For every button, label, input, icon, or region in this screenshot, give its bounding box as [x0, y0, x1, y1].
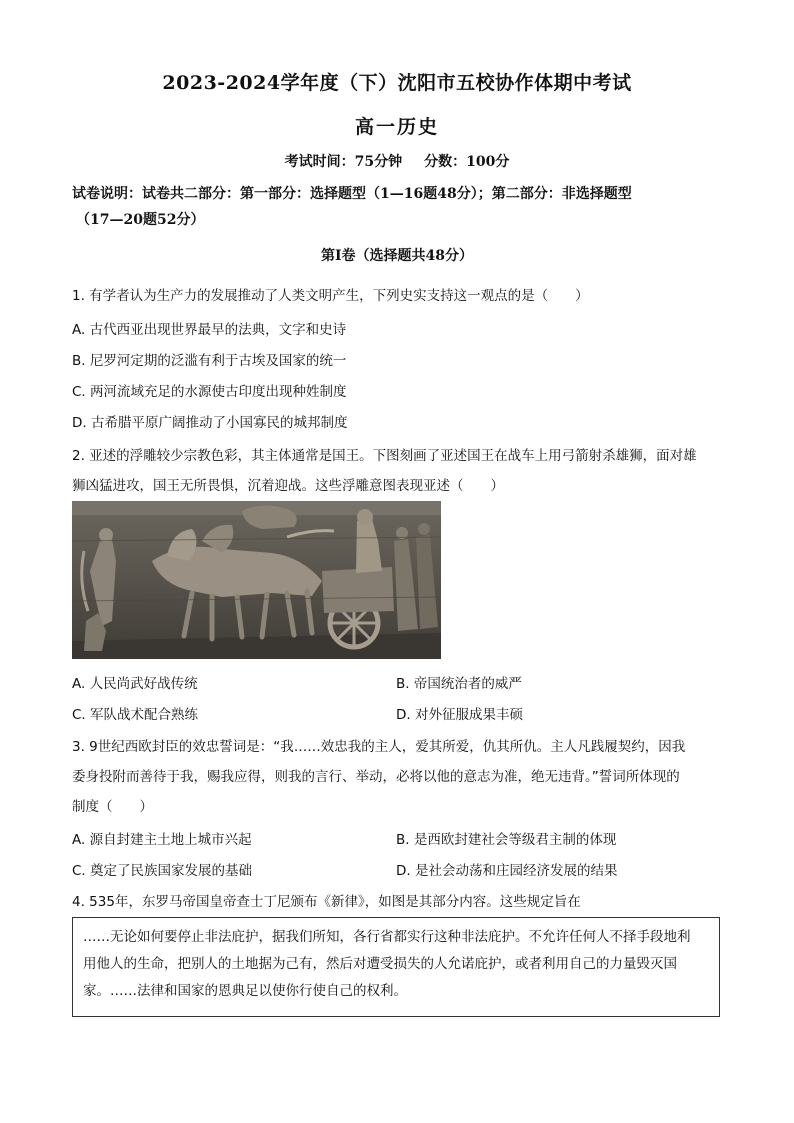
question-2-option-a[interactable]: A. 人民尚武好战传统: [72, 676, 198, 692]
instructions-line-2: （17—20题52分）: [76, 212, 205, 228]
question-1-option-c[interactable]: C. 两河流域充足的水源使古印度出现种姓制度: [72, 384, 347, 400]
question-4-quote-box: [72, 917, 720, 1017]
question-2-stem-line-1: 2. 亚述的浮雕较少宗教色彩，其主体通常是国王。下图刻画了亚述国王在战车上用弓箭射杀雄狮，面对雄: [72, 448, 697, 464]
question-1-option-b[interactable]: B. 尼罗河定期的泛滥有利于古埃及国家的统一: [72, 353, 347, 369]
exam-score: 分数：100分: [424, 154, 510, 170]
exam-title: 2023-2024学年度（下）沈阳市五校协作体期中考试: [162, 72, 632, 94]
exam-meta: [0, 151, 794, 171]
question-1-option-a[interactable]: A. 古代西亚出现世界最早的法典，文字和史诗: [72, 322, 347, 338]
question-1-stem: 1. 有学者认为生产力的发展推动了人类文明产生，下列史实支持这一观点的是（ ）: [72, 288, 589, 304]
assyrian-relief-image: [72, 501, 441, 659]
question-2-option-c[interactable]: C. 军队战术配合熟练: [72, 707, 199, 723]
quote-line-1: ……无论如何要停止非法庇护，据我们所知，各行省都实行这种非法庇护。不允许任何人不择手段地利: [83, 929, 691, 945]
question-1-option-d[interactable]: D. 古希腊平原广阔推动了小国寡民的城邦制度: [72, 415, 348, 431]
question-3-option-b[interactable]: B. 是西欧封建社会等级君主制的体现: [396, 832, 617, 848]
question-2-stem-line-2: 狮凶猛进攻，国王无所畏惧，沉着迎战。这些浮雕意图表现亚述（ ）: [72, 478, 504, 494]
subject-title: 高一历史: [354, 116, 439, 138]
question-3-stem-line-1: 3. 9世纪西欧封臣的效忠誓词是：“我……效忠我的主人，爱其所爱，仇其所仇。主人凡践履契约，因我: [72, 739, 686, 755]
question-4-stem: 4. 535年，东罗马帝国皇帝查士丁尼颁布《新律》，如图是其部分内容。这些规定旨在: [72, 894, 581, 910]
question-3-stem-line-3: 制度（ ）: [72, 799, 153, 815]
exam-instructions: [72, 181, 732, 233]
quote-line-2: 用他人的生命，把别人的土地据为己有，然后对遭受损失的人允诺庇护，或者利用自己的力量毁灭国: [83, 956, 677, 972]
section-heading: 第Ⅰ卷（选择题共48分）: [320, 248, 474, 264]
question-2-option-d[interactable]: D. 对外征服成果丰硕: [396, 707, 523, 723]
question-3-option-a[interactable]: A. 源自封建主土地上城市兴起: [72, 832, 252, 848]
question-3-option-c[interactable]: C. 奠定了民族国家发展的基础: [72, 863, 253, 879]
question-3-option-d[interactable]: D. 是社会动荡和庄园经济发展的结果: [396, 863, 618, 879]
instructions-line-1: 试卷说明：试卷共二部分：第一部分：选择题型（1—16题48分）；第二部分：非选择题型: [72, 186, 632, 202]
question-3-stem-line-2: 委身投附而善待于我，赐我应得，则我的言行、举动，必将以他的意志为准，绝无违背。”誓词所体现的: [72, 769, 680, 785]
quote-line-3: 家。……法律和国家的恩典足以使你行使自己的权利。: [83, 983, 407, 999]
question-2-option-b[interactable]: B. 帝国统治者的威严: [396, 676, 522, 692]
exam-time: 考试时间：75分钟: [284, 154, 403, 170]
